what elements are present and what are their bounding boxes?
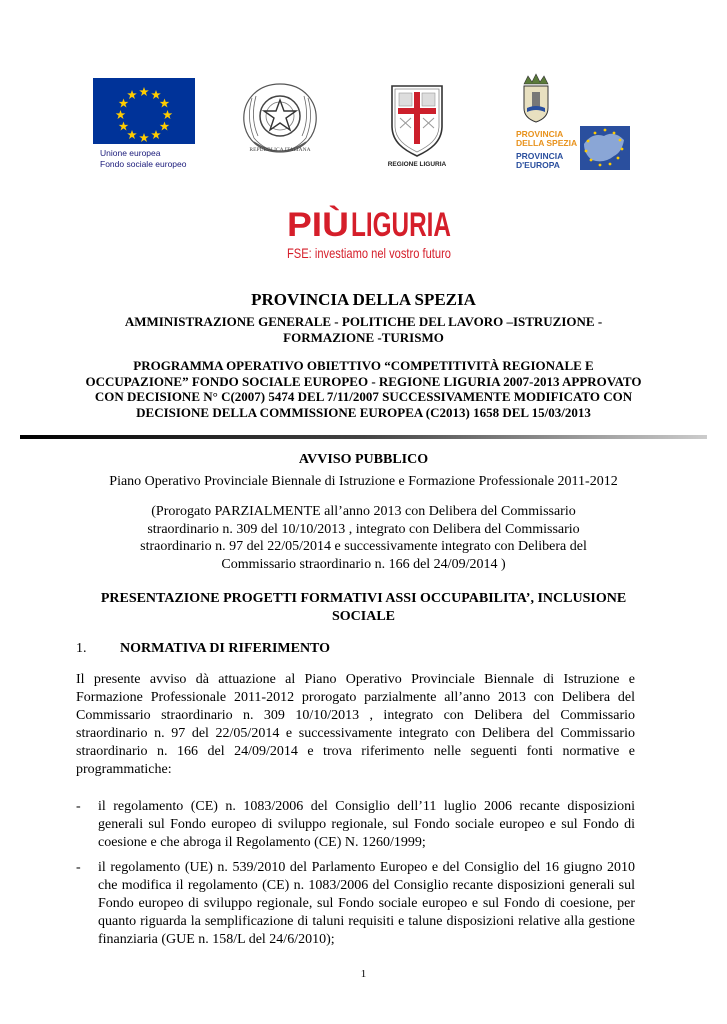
- section-number: 1.: [76, 641, 87, 656]
- subtitle-line-1: AMMINISTRAZIONE GENERALE - POLITICHE DEL LAVORO –ISTRUZIONE -: [124, 314, 603, 329]
- province-text-3: PROVINCIA: [516, 151, 564, 161]
- piu-liguria-logo: [285, 198, 455, 270]
- bullet-marker: -: [76, 799, 81, 814]
- extension-line-1: (Prorogato PARZIALMENTE all’anno 2013 con Delibera del Commissario: [151, 504, 576, 519]
- extension-line-3: straordinario n. 97 del 22/05/2014 e successivamente integrato con Delibera del: [140, 539, 587, 554]
- eu-caption-2: Fondo sociale europeo: [100, 159, 187, 169]
- subtitle-line-2: FORMAZIONE -TURISMO: [283, 330, 444, 345]
- section-title: NORMATIVA DI RIFERIMENTO: [120, 641, 331, 656]
- province-text-2: DELLA SPEZIA: [516, 138, 578, 148]
- provincia-spezia-logo: [496, 74, 632, 174]
- piu-tagline: FSE: investiamo nel vostro futuro: [287, 245, 452, 261]
- page-title: PROVINCIA DELLA SPEZIA: [251, 290, 476, 309]
- regione-liguria-logo: [384, 82, 450, 170]
- bullet-marker: -: [76, 860, 81, 875]
- list-item: [76, 859, 635, 949]
- eu-caption-1: Unione europea: [100, 148, 161, 158]
- department-subtitle: [100, 314, 627, 346]
- programme-line-4: DECISIONE DELLA COMMISSIONE EUROPEA (C2013) 1658 DEL 15/03/2013: [136, 404, 591, 420]
- province-text-4: D'EUROPA: [516, 160, 560, 170]
- piu-wordmark: PIÙ: [287, 206, 349, 244]
- list-item: [76, 798, 635, 854]
- extension-line-2: straordinario n. 309 del 10/10/2013 , integrato con Delibera del Commissario: [147, 521, 580, 537]
- section-divider: [20, 429, 707, 437]
- liguria-caption: REGIONE LIGURIA: [387, 161, 447, 168]
- programme-line-1: PROGRAMMA OPERATIVO OBIETTIVO “COMPETITIVITÀ REGIONALE E: [133, 358, 594, 373]
- emblem-ribbon-text: REPUBBLICA ITALIANA: [249, 147, 311, 153]
- programme-line-3: CON DECISIONE N° C(2007) 5474 DEL 7/11/2007 SUCCESSIVAMENTE MODIFICATO CON: [94, 389, 633, 404]
- italian-republic-emblem: [234, 78, 326, 160]
- intro-paragraph: Il presente avviso dà attuazione al Piano Operativo Provinciale Biennale di Istruzione e Formazione Professionale 2011-2012 prorogato parzialmente all’anno 2013 con Delibera del Commissario straordinario n. 309 10/10/2013 , integrato con Delibera del Commissario straordinario n. 97 del 22/05/2014 e successivamente integrato con Delibera del Commissario straordinario n. 166 del 24/09/2014 e trova riferimento nelle seguenti fonti normative e programmatiche:: [76, 672, 635, 777]
- presentation-line-2: SOCIALE: [331, 608, 396, 624]
- programme-line-2: OCCUPAZIONE” FONDO SOCIALE EUROPEO - REGIONE LIGURIA 2007-2013 APPROVATO: [85, 373, 642, 389]
- presentation-heading: [60, 590, 667, 625]
- extension-line-4: Commissario straordinario n. 166 del 24/09/2014 ): [221, 556, 506, 572]
- liguria-wordmark: LIGURIA: [351, 206, 451, 244]
- list-item-text: il regolamento (UE) n. 539/2010 del Parlamento Europeo e del Consiglio del 16 giugno 2010 che modifica il regolamento (CE) n. 1083/2006 del Consiglio recante disposizioni generali sul Fondo europeo di sviluppo regionale, sul Fondo sociale europeo e sul Fondo di coesione, per quanto riguarda la semplificazione di taluni requisiti e talune disposizioni relative alla gestione finanziaria (GUE n. 158/L del 24/6/2010);: [98, 860, 635, 947]
- presentation-line-1: PRESENTAZIONE PROGETTI FORMATIVI ASSI OCCUPABILITA’, INCLUSIONE: [100, 591, 627, 606]
- notice-title: AVVISO PUBBLICO: [298, 452, 429, 467]
- eu-logo: [92, 78, 196, 174]
- page-number: 1: [360, 968, 367, 980]
- extension-note: [124, 503, 603, 573]
- list-item-text: il regolamento (CE) n. 1083/2006 del Consiglio dell’11 luglio 2006 recante disposizioni generali sul Fondo europeo di sviluppo regionale, sul Fondo sociale europeo e sul Fondo di coesione e che abroga il Regolamento (CE) N. 1260/1999;: [98, 799, 635, 850]
- plan-title: Piano Operativo Provinciale Biennale di Istruzione e Formazione Professionale 2011-2012: [109, 474, 618, 489]
- province-text-1: PROVINCIA: [516, 129, 564, 139]
- programme-heading: [60, 358, 667, 420]
